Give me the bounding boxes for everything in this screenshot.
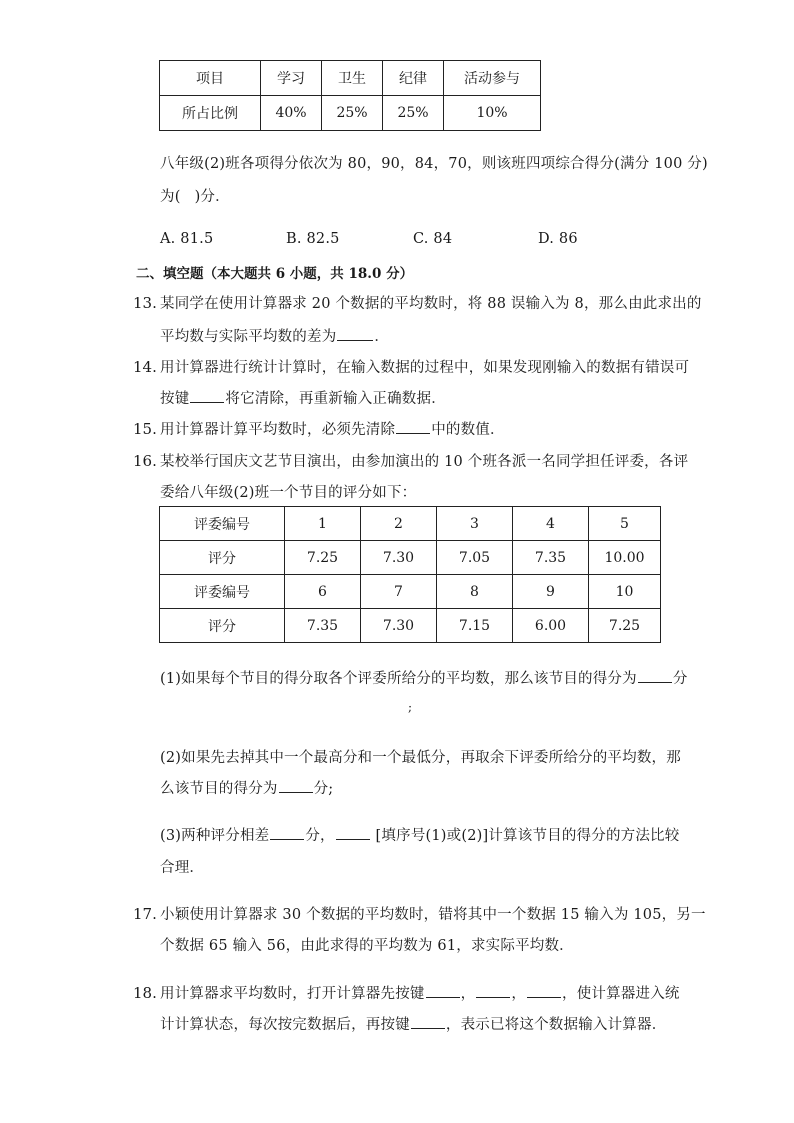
table-cell: 6.00 [513, 609, 589, 643]
answer-blank[interactable] [426, 985, 460, 998]
q18-line2-end: ，表示已将这个数据输入计算器． [445, 1017, 667, 1033]
table-cell: 9 [513, 575, 589, 609]
q16-line2: 委给八年级(2)班一个节目的评分如下： [160, 485, 417, 501]
q13-line2-text: 平均数与实际平均数的差为 [160, 329, 337, 345]
q13-line2 [160, 325, 389, 346]
table-cell: 7.30 [361, 541, 437, 575]
q12-option-d: D. 86 [538, 231, 578, 247]
table-cell: 7.35 [285, 609, 361, 643]
q18-line1-end: ，使计算器进入统 [562, 986, 680, 1002]
question-number: 18. [133, 984, 157, 1002]
q18-line2 [160, 1013, 666, 1034]
question-number: 15. [133, 420, 157, 438]
table-cell: 评委编号 [160, 575, 285, 609]
q12-line2-start: 为( [160, 189, 181, 205]
q13-line1: 某同学在使用计算器求 20 个数据的平均数时，将 88 误输入为 8，那么由此求出的 [160, 296, 702, 312]
q17-line2: 个数据 65 输入 56，由此求得的平均数为 61，求实际平均数． [160, 938, 574, 954]
q16-part3-rest: [填序号(1)或(2)]计算该节目的得分的方法比较 [370, 828, 680, 844]
q17-line1: 小颖使用计算器求 30 个数据的平均数时，错将其中一个数据 15 输入为 105，另一 [160, 907, 706, 923]
q16-part1-text: (1)如果每个节目的得分取各个评委所给分的平均数，那么该节目的得分为 [160, 671, 637, 687]
table-cell: 10% [444, 96, 541, 131]
answer-blank[interactable] [527, 985, 561, 998]
q12-line1: 八年级(2)班各项得分依次为 80，90，84，70，则该班四项综合得分(满分 100 分) [160, 156, 708, 172]
question-number: 13. [133, 294, 157, 312]
table-cell: 10.00 [589, 541, 661, 575]
table-cell: 25% [322, 96, 383, 131]
q16-part2-line1: (2)如果先去掉其中一个最高分和一个最低分，再取余下评委所给分的平均数，那 [160, 750, 681, 766]
answer-blank[interactable] [476, 985, 510, 998]
table-cell: 评委编号 [160, 507, 285, 541]
q16-part3-line2: 合理． [160, 860, 205, 876]
q18-separator: ， [511, 986, 527, 1002]
q12-option-b: B. 82.5 [286, 231, 340, 247]
q16-part3-line1 [160, 824, 679, 845]
answer-blank[interactable] [279, 780, 313, 793]
answer-blank[interactable] [411, 1016, 445, 1029]
q16-part1 [160, 667, 688, 688]
q16-part2-unit: 分; [313, 781, 334, 797]
q16-part3-text: (3)两种评分相差 [160, 828, 270, 844]
q14-line2-start: 按键 [160, 391, 190, 407]
table-cell: 7.25 [589, 609, 661, 643]
table-cell: 6 [285, 575, 361, 609]
table-cell: 7.35 [513, 541, 589, 575]
q15-text: 用计算器计算平均数时，必须先清除 [160, 422, 396, 438]
table-cell: 评分 [160, 609, 285, 643]
table-cell: 4 [513, 507, 589, 541]
answer-blank[interactable] [396, 421, 430, 434]
table-header-cell: 项目 [160, 61, 261, 96]
q12-option-a: A. 81.5 [160, 231, 214, 247]
table-cell: 所占比例 [160, 96, 261, 131]
q14-line2-end: 将它清除，再重新输入正确数据． [225, 391, 446, 407]
table-cell: 40% [261, 96, 322, 131]
q16-line1: 某校举行国庆文艺节目演出，由参加演出的 10 个班各派一名同学担任评委，各评 [160, 454, 689, 470]
weight-table [159, 60, 541, 131]
answer-blank[interactable] [190, 390, 224, 403]
table-header-cell: 纪律 [383, 61, 444, 96]
table-header-cell: 活动参与 [444, 61, 541, 96]
q15-line1 [160, 418, 505, 439]
table-cell: 7.25 [285, 541, 361, 575]
q18-separator: ， [460, 986, 476, 1002]
table-cell: 25% [383, 96, 444, 131]
q13-line2-end: ． [374, 329, 390, 345]
table-cell: 2 [361, 507, 437, 541]
table-cell: 10 [589, 575, 661, 609]
table-cell: 7.15 [437, 609, 513, 643]
q14-line1: 用计算器进行统计计算时，在输入数据的过程中，如果发现刚输入的数据有错误可 [160, 360, 690, 376]
table-cell: 评分 [160, 541, 285, 575]
table-header-cell: 卫生 [322, 61, 383, 96]
q12-option-c: C. 84 [413, 231, 453, 247]
table-cell: 7.30 [361, 609, 437, 643]
q16-part2-line2 [160, 777, 333, 798]
score-table [159, 506, 661, 643]
table-cell: 3 [437, 507, 513, 541]
question-number: 14. [133, 358, 157, 376]
table-cell: 5 [589, 507, 661, 541]
answer-blank[interactable] [638, 670, 672, 683]
q16-part1-unit: 分 [672, 671, 688, 687]
q16-part3-unit: 分， [305, 828, 335, 844]
table-cell: 7.05 [437, 541, 513, 575]
answer-blank[interactable] [337, 328, 373, 341]
q14-line2 [160, 387, 446, 408]
q18-line1-text: 用计算器求平均数时，打开计算器先按键 [160, 986, 425, 1002]
table-cell: 8 [437, 575, 513, 609]
q18-line2-text: 计计算状态，每次按完数据后，再按键 [160, 1017, 410, 1033]
answer-blank[interactable] [270, 827, 304, 840]
answer-blank[interactable] [336, 827, 370, 840]
question-number: 17. [133, 905, 157, 923]
table-cell: 1 [285, 507, 361, 541]
question-number: 16. [133, 452, 157, 470]
q16-part1-semicolon: ; [408, 700, 413, 714]
q16-part2-text: 么该节目的得分为 [160, 781, 278, 797]
table-header-cell: 学习 [261, 61, 322, 96]
table-cell: 7 [361, 575, 437, 609]
q12-line2 [160, 185, 230, 206]
q12-line2-end: )分． [194, 189, 230, 205]
q15-text-end: 中的数值． [431, 422, 505, 438]
section-title: 二、填空题（本大题共 6 小题，共 18.0 分） [136, 266, 414, 282]
q18-line1 [160, 982, 680, 1003]
